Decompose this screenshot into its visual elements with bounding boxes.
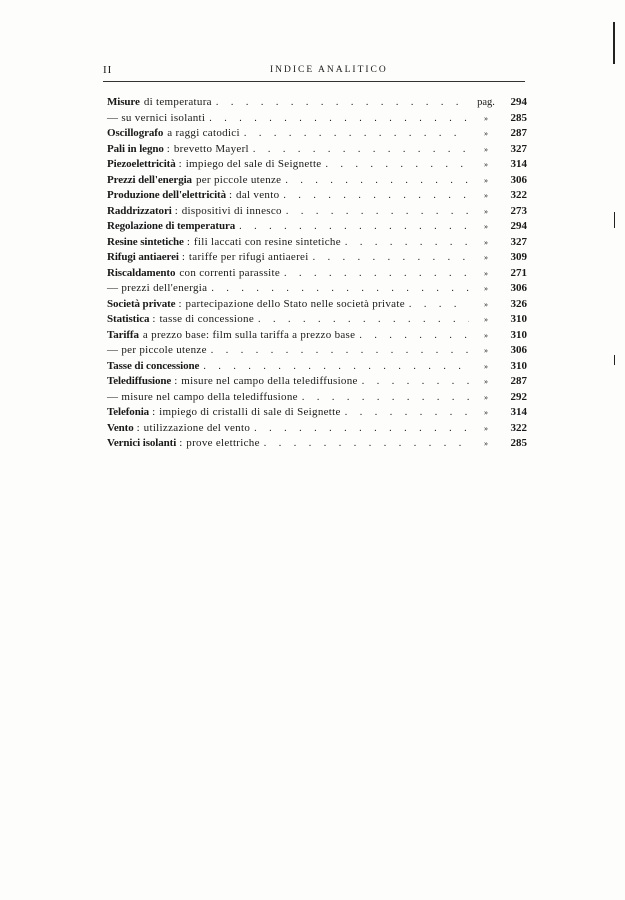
index-entry: [107, 406, 527, 422]
entry-separator: :: [174, 375, 178, 387]
entry-term: Misure: [107, 96, 140, 108]
entry-description: di temperatura: [143, 96, 212, 108]
entry-reference-mark: »: [484, 299, 488, 309]
entry-page-number: 322: [510, 189, 527, 201]
running-title: INDICE ANALITICO: [270, 65, 388, 75]
entry-page-number: 287: [510, 375, 527, 387]
index-entry: [107, 158, 527, 174]
index-entry: [107, 96, 527, 112]
dot-leader: [283, 190, 469, 201]
entry-description: brevetto Mayerl: [173, 142, 249, 155]
entry-separator: :: [174, 204, 178, 217]
index-entry: [107, 422, 527, 438]
entry-separator: :: [166, 142, 170, 155]
index-entry: [107, 391, 527, 407]
entry-reference-mark: »: [484, 113, 488, 123]
entry-separator: :: [152, 406, 156, 418]
index-entry: [107, 375, 527, 391]
entry-page-number: 327: [510, 235, 527, 248]
entry-reference-mark: »: [484, 206, 488, 216]
entry-separator: :: [152, 313, 156, 325]
dot-leader: [244, 128, 469, 139]
index-list: [107, 96, 527, 453]
entry-page-number: 314: [510, 406, 527, 418]
index-entry: [107, 143, 527, 159]
entry-page-number: 306: [510, 282, 527, 294]
dot-leader: [258, 314, 469, 325]
entry-description: — misure nel campo della telediffusione: [107, 390, 298, 403]
index-entry: [107, 174, 527, 190]
entry-term: Piezoelettricità: [107, 158, 176, 170]
dot-leader: [409, 299, 469, 310]
entry-separator: :: [181, 251, 185, 263]
entry-reference-mark: »: [484, 253, 488, 262]
scan-margin-mark: [614, 212, 615, 228]
entry-description: — prezzi dell'energia: [107, 282, 208, 294]
index-entry: [107, 251, 527, 267]
entry-page-number: 287: [510, 127, 527, 139]
entry-description: con correnti parassite: [179, 266, 281, 279]
dot-leader: [285, 175, 469, 186]
entry-page-number: 273: [510, 204, 527, 217]
entry-page-number: 310: [510, 359, 527, 372]
index-entry: [107, 189, 527, 205]
entry-description: per piccole utenze: [195, 173, 282, 186]
index-entry: [107, 220, 527, 236]
index-entry: [107, 205, 527, 221]
entry-reference-mark: »: [484, 392, 488, 402]
dot-leader: [325, 159, 469, 170]
entry-term: Pali in legno: [107, 142, 164, 155]
entry-reference-mark: »: [484, 237, 488, 247]
entry-page-number: 309: [510, 251, 527, 263]
entry-term: Oscillografo: [107, 127, 164, 139]
entry-page-number: 326: [510, 297, 527, 310]
entry-description: partecipazione dello Stato nelle società private: [185, 297, 405, 310]
dot-leader: [216, 97, 469, 108]
entry-term: Telediffusione: [107, 375, 172, 387]
dot-leader: [284, 268, 469, 279]
entry-separator: :: [178, 297, 182, 310]
entry-reference-mark: »: [484, 175, 488, 185]
entry-description: fili laccati con resine sintetiche: [193, 235, 341, 248]
dot-leader: [345, 237, 469, 248]
index-entry: [107, 236, 527, 252]
entry-reference-mark: »: [484, 268, 488, 278]
entry-separator: :: [178, 158, 182, 170]
entry-term: Tariffa: [107, 328, 139, 341]
entry-page-number: 310: [510, 313, 527, 325]
entry-page-number: 271: [510, 266, 527, 279]
entry-description: misure nel campo della telediffusione: [181, 375, 358, 387]
entry-page-number: 306: [510, 173, 527, 186]
entry-reference-mark: »: [484, 191, 488, 200]
entry-term: Produzione dell'elettricità: [107, 189, 226, 201]
entry-description: impiego del sale di Seignette: [185, 158, 322, 170]
entry-page-number: 285: [510, 111, 527, 124]
dot-leader: [359, 330, 469, 341]
entry-description: dal vento: [236, 189, 280, 201]
index-entry: [107, 112, 527, 128]
entry-reference-mark: »: [484, 330, 488, 340]
entry-reference-mark: »: [484, 160, 488, 169]
entry-description: a prezzo base: film sulla tariffa a prezzo base: [142, 328, 356, 341]
entry-description: tariffe per rifugi antiaerei: [188, 251, 309, 263]
entry-term: Telefonia: [107, 406, 150, 418]
entry-description: a raggi catodici: [167, 127, 240, 139]
index-entry: [107, 360, 527, 376]
page-number: II: [103, 64, 113, 76]
entry-page-number: 322: [510, 421, 527, 434]
index-entry: [107, 329, 527, 345]
dot-leader: [203, 361, 469, 372]
index-entry: [107, 282, 527, 298]
entry-term: Resine sintetiche: [107, 235, 184, 248]
entry-description: — su vernici isolanti: [107, 111, 206, 124]
entry-description: dispositivi di innesco: [181, 204, 282, 217]
entry-reference-mark: »: [484, 315, 488, 324]
entry-description: — per piccole utenze: [107, 344, 207, 356]
entry-term: Regolazione di temperatura: [107, 220, 236, 232]
entry-reference-mark: »: [484, 423, 488, 433]
entry-term: Vento: [107, 421, 134, 434]
entry-description: utilizzazione del vento: [143, 421, 251, 434]
entry-reference-mark: »: [484, 377, 488, 386]
entry-reference-mark: »: [484, 439, 488, 448]
dot-leader: [209, 113, 469, 124]
dot-leader: [286, 206, 469, 217]
index-entry: [107, 344, 527, 360]
dot-leader: [313, 252, 469, 263]
entry-reference-mark: »: [484, 408, 488, 417]
entry-description: tasse di concessione: [159, 313, 255, 325]
index-entry: [107, 298, 527, 314]
entry-separator: :: [136, 421, 140, 434]
dot-leader: [345, 407, 469, 418]
entry-page-number: 327: [510, 142, 527, 155]
dot-leader: [362, 376, 469, 387]
dot-leader: [211, 283, 469, 294]
entry-reference-mark: »: [484, 222, 488, 231]
entry-page-number: 294: [510, 96, 527, 108]
entry-term: Vernici isolanti: [107, 437, 177, 449]
dot-leader: [254, 423, 469, 434]
entry-description: impiego di cristalli di sale di Seignette: [159, 406, 341, 418]
header-rule: [103, 81, 525, 82]
entry-separator: :: [228, 189, 233, 201]
entry-separator: :: [179, 437, 183, 449]
entry-term: Statistica: [107, 313, 150, 325]
entry-page-number: 285: [510, 437, 527, 449]
entry-reference-mark: »: [484, 346, 488, 355]
entry-reference-mark: »: [484, 361, 488, 371]
dot-leader: [239, 221, 469, 232]
index-entry: [107, 127, 527, 143]
entry-term: Tasse di concessione: [107, 359, 200, 372]
dot-leader: [264, 438, 469, 449]
dot-leader: [211, 345, 469, 356]
entry-reference-mark: »: [484, 284, 488, 293]
entry-reference-mark: »: [484, 144, 488, 154]
entry-term: Rifugi antiaerei: [107, 251, 179, 263]
index-entry: [107, 313, 527, 329]
entry-page-number: 294: [510, 220, 527, 232]
index-entry: [107, 267, 527, 283]
entry-reference-mark: »: [484, 129, 488, 138]
entry-term: Raddrizzatori: [107, 204, 172, 217]
entry-reference-mark: pag.: [477, 97, 495, 108]
dot-leader: [302, 392, 469, 403]
entry-description: prove elettriche: [186, 437, 260, 449]
entry-term: Prezzi dell'energia: [107, 173, 192, 186]
entry-page-number: 314: [510, 158, 527, 170]
dot-leader: [253, 144, 469, 155]
entry-page-number: 306: [510, 344, 527, 356]
scan-margin-mark: [613, 22, 615, 64]
entry-term: Società private: [107, 297, 176, 310]
entry-separator: :: [186, 235, 190, 248]
entry-page-number: 292: [510, 390, 527, 403]
scan-margin-mark: [614, 355, 615, 365]
entry-page-number: 310: [510, 328, 527, 341]
entry-term: Riscaldamento: [107, 266, 176, 279]
index-entry: [107, 437, 527, 453]
